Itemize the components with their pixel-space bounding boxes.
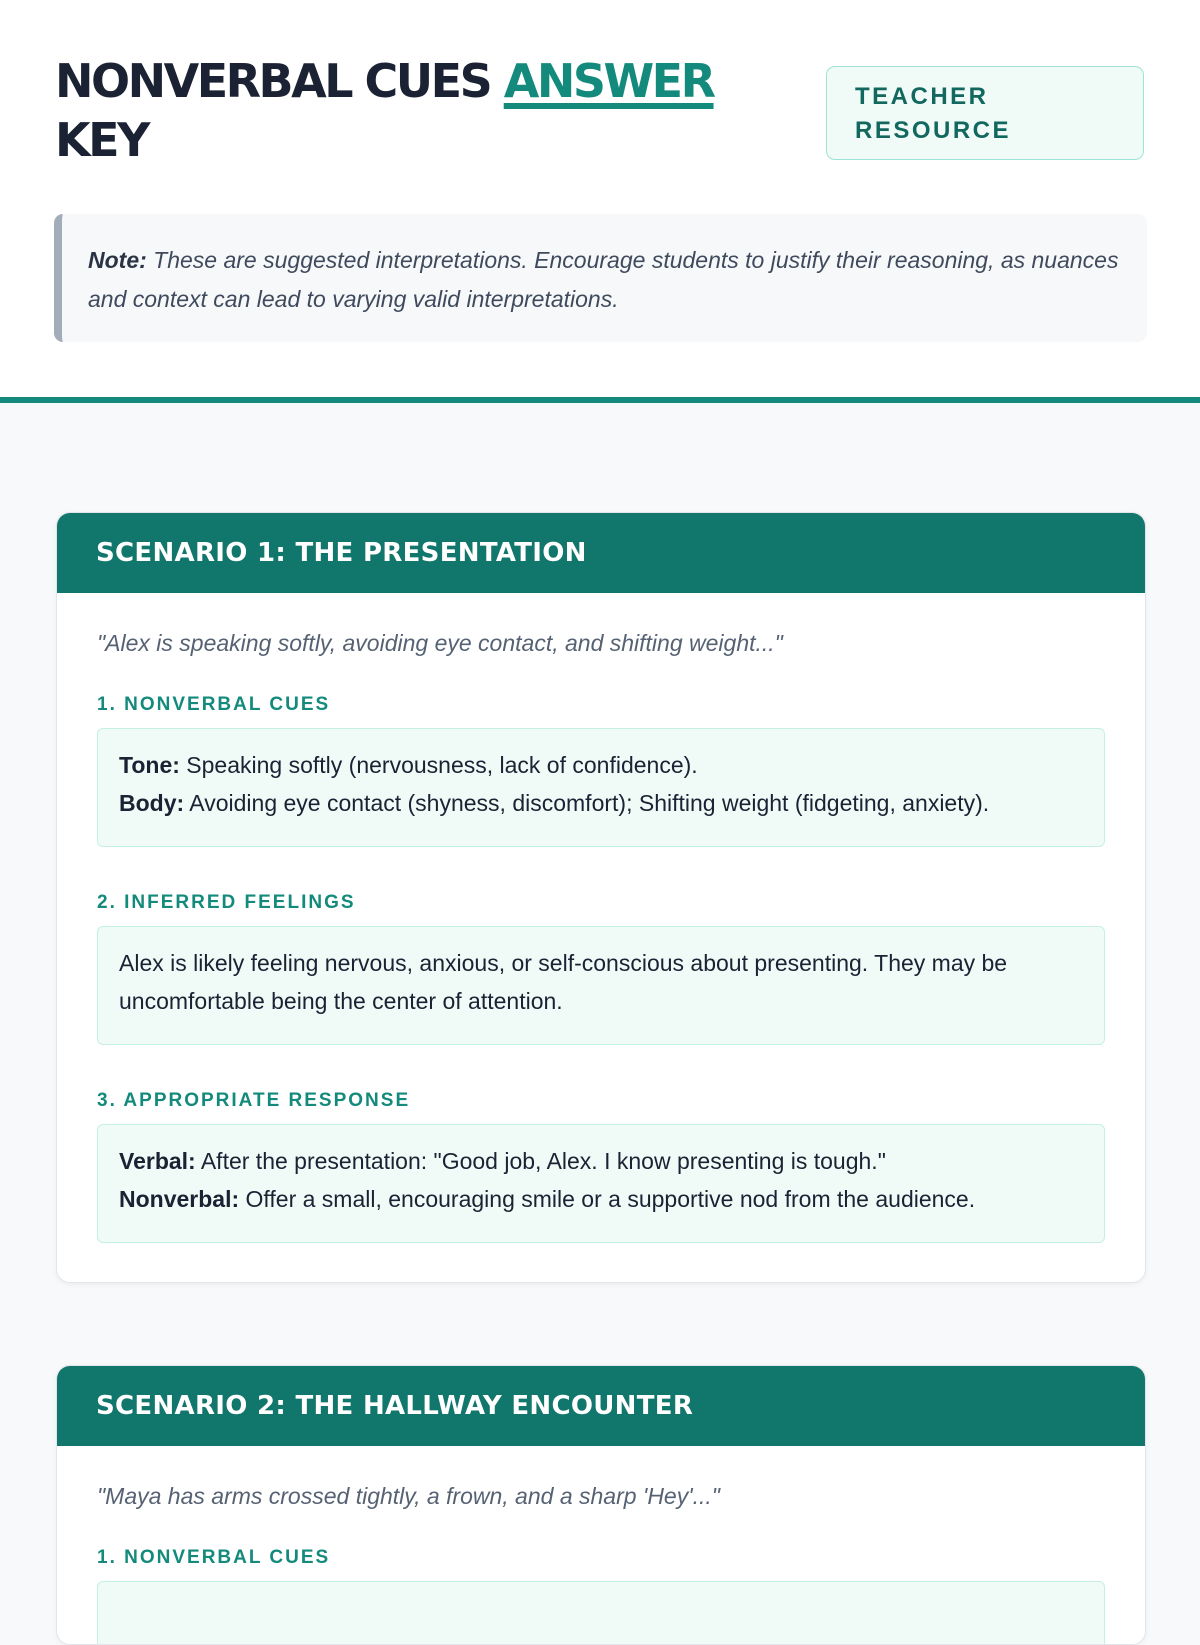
scenario-1-cues-answer (97, 728, 1105, 847)
note-text: These are suggested interpretations. Encourage students to justify their reasoning, as nuances and context can lead to varying valid interpretations. (88, 247, 1119, 312)
note-label: Note: (88, 247, 147, 273)
badge-line-1: TEACHER (855, 83, 989, 110)
badge-line-2: RESOURCE (855, 117, 1012, 144)
title-part-2: KEY (55, 113, 148, 167)
body-text: Avoiding eye contact (shyness, discomfort); Shifting weight (fidgeting, anxiety). (189, 790, 990, 816)
header-divider (0, 397, 1200, 403)
scenario-2-body (57, 1446, 1145, 1645)
title-part-1: NONVERBAL CUES (55, 54, 491, 108)
nonverbal-line (119, 1180, 1083, 1218)
body-line (119, 784, 1083, 822)
scenario-card-2 (56, 1365, 1146, 1645)
nonverbal-text: Offer a small, encouraging smile or a supportive nod from the audience. (245, 1186, 976, 1212)
teacher-resource-badge (826, 66, 1144, 160)
verbal-label: Verbal: (119, 1148, 196, 1174)
tone-line (119, 746, 1083, 784)
page-title (55, 52, 775, 170)
verbal-line (119, 1142, 1083, 1180)
scenario-1-feelings-label: 2. INFERRED FEELINGS (97, 892, 356, 913)
scenario-1-title: SCENARIO 1: THE PRESENTATION (57, 513, 1145, 593)
scenario-2-cues-answer (97, 1581, 1105, 1645)
tone-text: Speaking softly (nervousness, lack of confidence). (186, 752, 698, 778)
scenario-1-response-label: 3. APPROPRIATE RESPONSE (97, 1090, 411, 1111)
scenario-1-response-answer (97, 1124, 1105, 1243)
verbal-text: After the presentation: "Good job, Alex. I know presenting is tough." (200, 1148, 886, 1174)
scenario-1-quote: "Alex is speaking softly, avoiding eye contact, and shifting weight..." (97, 630, 783, 656)
title-accent: ANSWER (503, 54, 714, 108)
tone-label: Tone: (119, 752, 180, 778)
scenario-1-cues-label: 1. NONVERBAL CUES (97, 694, 331, 715)
note-callout (54, 214, 1147, 342)
scenario-1-body (57, 593, 1145, 1243)
scenario-2-title: SCENARIO 2: THE HALLWAY ENCOUNTER (57, 1366, 1145, 1446)
nonverbal-label: Nonverbal: (119, 1186, 240, 1212)
scenario-1-feelings-answer: Alex is likely feeling nervous, anxious, or self-conscious about presenting. They may be uncomfortable being the center of attention. (97, 926, 1105, 1045)
scenario-card-1 (56, 512, 1146, 1283)
body-label: Body: (119, 790, 185, 816)
page-header (0, 0, 1200, 397)
scenario-2-cues-label: 1. NONVERBAL CUES (97, 1547, 331, 1568)
scenario-2-quote: "Maya has arms crossed tightly, a frown, and a sharp 'Hey'..." (97, 1483, 720, 1509)
